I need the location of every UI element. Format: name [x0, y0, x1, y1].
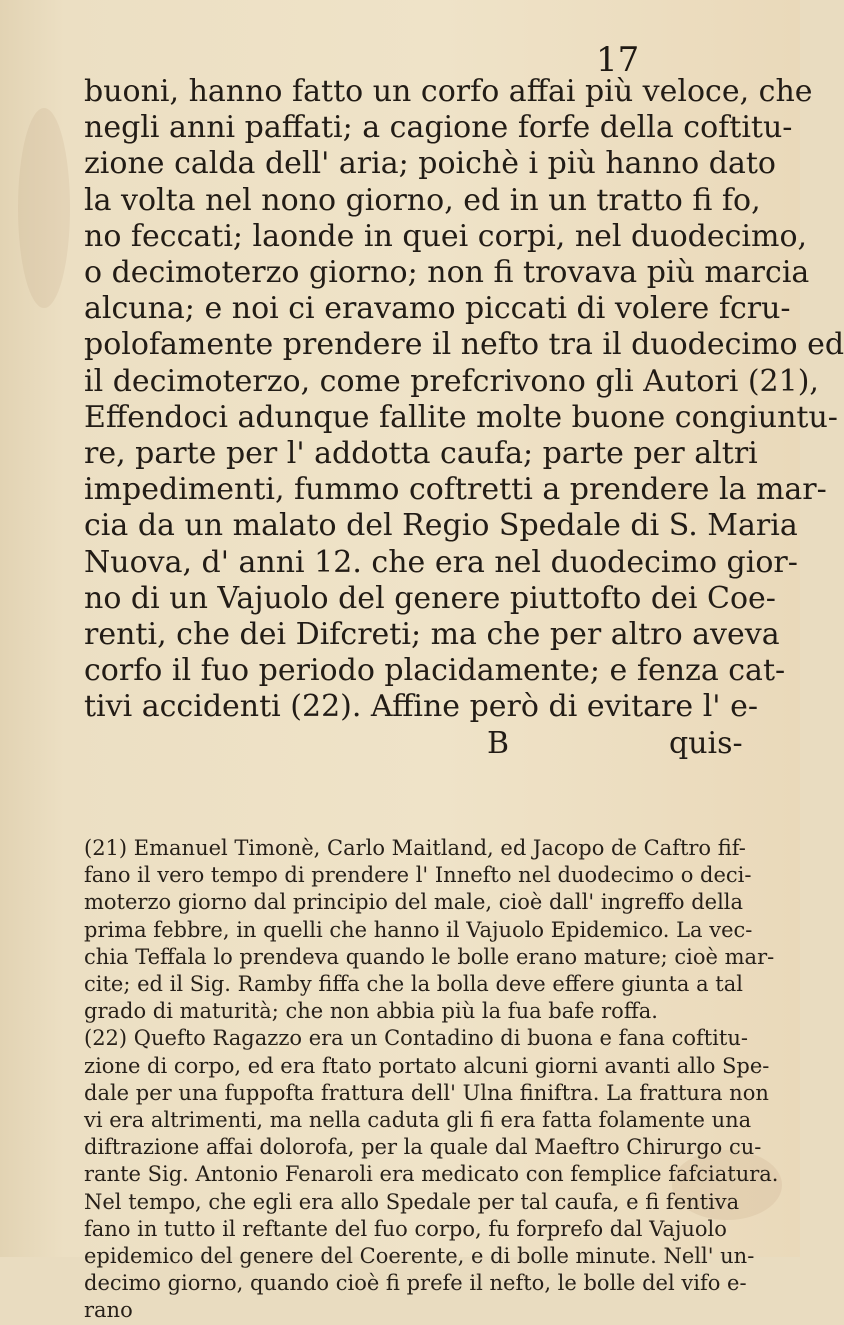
footnote-line: chia Teffala lo prendeva quando le bolle erano mature; cioè mar- — [84, 944, 775, 969]
footnote-line: (21) Emanuel Timonè, Carlo Maitland, ed Jacopo de Caftro fif- — [84, 836, 746, 860]
text-line: il decimoterzo, come prefcrivono gli Autori (21), — [84, 363, 819, 399]
catchword: quis- — [669, 725, 743, 761]
text-line: no feccati; laonde in quei corpi, nel duodecimo, — [84, 218, 808, 254]
signature-mark: B — [487, 725, 510, 761]
text-line: negli anni paffati; a cagione forfe della coftitu- — [84, 110, 793, 146]
footnote-line: diftrazione affai dolorofa, per la quale dal Maeftro Chirurgo cu- — [84, 1135, 762, 1160]
text-line: re, parte per l' addotta caufa; parte per altri — [84, 436, 758, 472]
text-line: renti, che dei Difcreti; ma che per altro aveva — [84, 617, 780, 653]
text-line: impedimenti, fummo coftretti a prendere la mar- — [84, 472, 827, 508]
text-line: no di un Vajuolo del genere piuttofto dei Coe- — [84, 580, 776, 616]
footnote-line: epidemico del genere del Coerente, e di bolle minute. Nell' un- — [84, 1244, 755, 1269]
page-number: 17 — [596, 40, 640, 80]
footnote-line: (22) Quefto Ragazzo era un Contadino di buona e fana coftitu- — [84, 1026, 748, 1051]
footnote-line: decimo giorno, quando cioè fi prefe il nefto, le bolle del vifo e- — [84, 1271, 747, 1296]
footnote-line: rante Sig. Antonio Fenaroli era medicato con femplice fafciatura. — [84, 1162, 779, 1187]
text-line: corfo il fuo periodo placidamente; e fenza cat- — [84, 653, 786, 689]
text-line: o decimoterzo giorno; non fi trovava più marcia — [84, 255, 810, 291]
footnote-line: prima febbre, in quelli che hanno il Vajuolo Epidemico. La vec- — [84, 917, 753, 942]
text-line: buoni, hanno fatto un corfo affai più veloce, che — [84, 74, 813, 109]
text-line: zione calda dell' aria; poichè i più hanno dato — [84, 146, 776, 182]
paper-stain — [18, 108, 70, 308]
footnote-line: fano il vero tempo di prendere l' Innefto nel duodecimo o deci- — [84, 863, 752, 888]
text-line: Effendoci adunque fallite molte buone congiuntu- — [84, 399, 838, 435]
footnote-line: zione di corpo, ed era ftato portato alcuni giorni avanti allo Spe- — [84, 1053, 770, 1078]
text-line: Nuova, d' anni 12. che era nel duodecimo gior- — [84, 544, 798, 580]
text-line: polofamente prendere il nefto tra il duodecimo ed — [84, 327, 844, 363]
footnote-line: moterzo giorno dal principio del male, cioè dall' ingreffo della — [84, 890, 744, 915]
text-line: alcuna; e noi ci eravamo piccati di volere fcru- — [84, 291, 791, 327]
text-line: tivi accidenti (22). Affine però di evitare l' e- — [84, 689, 758, 725]
text-line: la volta nel nono giorno, ed in un tratto fi fo, — [84, 182, 761, 218]
footnote-line: dale per una fuppofta frattura dell' Ulna finiftra. La frattura non — [84, 1080, 769, 1105]
footnote-line: cite; ed il Sig. Ramby fiffa che la bolla deve effere giunta a tal — [84, 972, 743, 997]
footnote-line: fano in tutto il reftante del fuo corpo, fu forprefo dal Vajuolo — [84, 1216, 727, 1241]
footnote-line: Nel tempo, che egli era allo Spedale per tal caufa, e fi fentiva — [84, 1189, 740, 1214]
signature-catchword-line — [84, 726, 774, 762]
text-line: cia da un malato del Regio Spedale di S. Maria — [84, 508, 798, 544]
footnote-line: vi era altrimenti, ma nella caduta gli fi era fatta folamente una — [84, 1108, 752, 1133]
footnote-line: grado di maturità; che non abbia più la fua bafe roffa. — [84, 999, 658, 1024]
main-text — [84, 74, 844, 762]
footnote-line: rano — [84, 1298, 133, 1323]
footnotes — [84, 835, 779, 1325]
